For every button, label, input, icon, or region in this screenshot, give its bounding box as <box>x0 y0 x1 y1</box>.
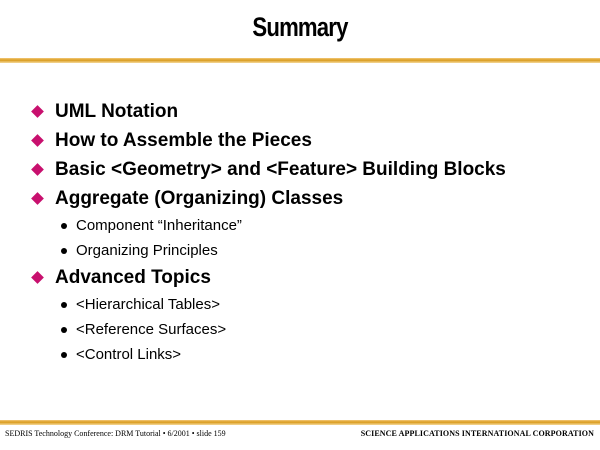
sub-bullet-item <box>30 213 590 238</box>
footer-divider <box>0 420 600 425</box>
sub-bullet-text: <Reference Surfaces> <box>76 321 227 338</box>
title-divider <box>0 58 600 63</box>
diamond-bullet-icon <box>31 271 44 284</box>
diamond-bullet-icon <box>31 163 44 176</box>
footer-organization: SCIENCE APPLICATIONS INTERNATIONAL CORPORATION <box>360 429 594 438</box>
dot-bullet-icon <box>61 302 67 308</box>
bullet-item <box>30 263 590 292</box>
dot-bullet-icon <box>61 248 67 254</box>
footer-conference-info: SEDRIS Technology Conference: DRM Tutorial • 6/2001 • slide 159 <box>5 429 226 438</box>
sub-bullet-item <box>30 292 590 317</box>
sub-bullet-text: <Hierarchical Tables> <box>76 296 220 313</box>
bullet-item <box>30 155 590 184</box>
bullet-item <box>30 184 590 213</box>
sub-bullet-text: Organizing Principles <box>76 242 218 259</box>
bullet-list <box>30 97 590 367</box>
sub-bullet-item <box>30 317 590 342</box>
slide-title: Summary <box>252 12 348 42</box>
dot-bullet-icon <box>61 352 67 358</box>
sub-bullet-text: <Control Links> <box>76 346 182 363</box>
bullet-text: UML Notation <box>55 100 179 122</box>
bullet-text: Basic <Geometry> and <Feature> Building Blocks <box>55 158 506 180</box>
bullet-text: How to Assemble the Pieces <box>55 129 312 151</box>
sub-bullet-item <box>30 238 590 263</box>
bullet-item <box>30 126 590 155</box>
dot-bullet-icon <box>61 327 67 333</box>
bullet-text: Advanced Topics <box>55 266 211 288</box>
diamond-bullet-icon <box>31 105 44 118</box>
diamond-bullet-icon <box>31 134 44 147</box>
diamond-bullet-icon <box>31 192 44 205</box>
sub-bullet-item <box>30 342 590 367</box>
bullet-text: Aggregate (Organizing) Classes <box>55 187 344 209</box>
dot-bullet-icon <box>61 223 67 229</box>
bullet-item <box>30 97 590 126</box>
sub-bullet-text: Component “Inheritance” <box>76 217 242 234</box>
